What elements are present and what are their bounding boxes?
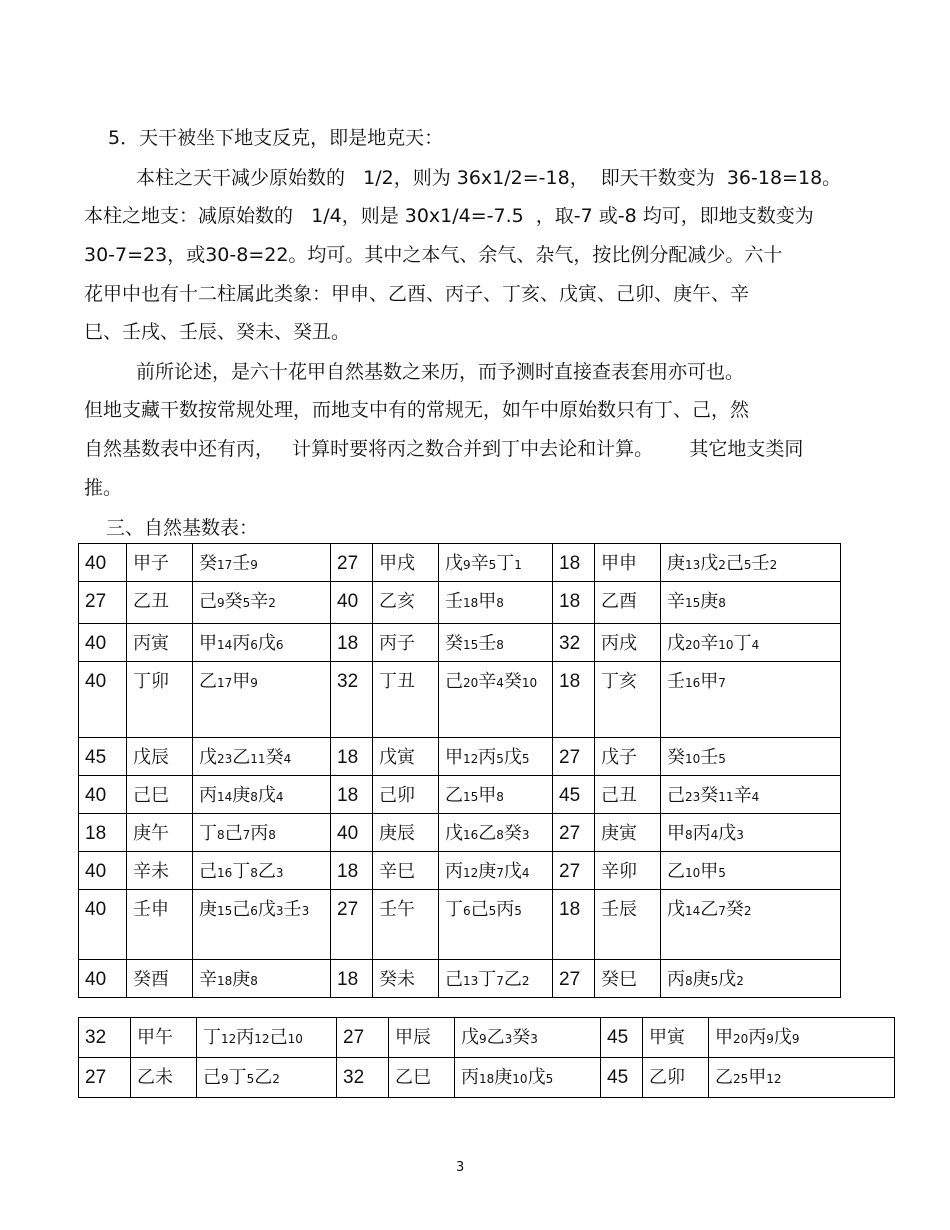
base-number-cell: [79, 738, 127, 776]
base-number-cell: [331, 624, 373, 662]
paragraph-line-6: 巳、壬戌、壬辰、癸未、癸丑。: [84, 321, 351, 343]
table-row: [79, 1058, 895, 1098]
ganzhi-text: 壬午: [379, 899, 415, 920]
ganzhi-cell: [389, 1018, 455, 1058]
hidden-stems-cell: [193, 814, 331, 852]
base-number-text: 18: [559, 591, 581, 612]
ganzhi-cell: [127, 890, 193, 960]
base-number-text: 18: [559, 553, 581, 574]
paragraph-line-1: 5．天干被坐下地支反克，即是地克天：: [108, 127, 444, 149]
ganzhi-cell: [595, 890, 661, 960]
table-row: [79, 890, 841, 960]
hidden-stems-cell: [661, 582, 841, 624]
ganzhi-text: 辛巳: [379, 861, 415, 882]
ganzhi-text: 甲戌: [379, 553, 415, 574]
hidden-stems-cell: [709, 1058, 895, 1098]
ganzhi-cell: [373, 776, 439, 814]
ganzhi-text: 甲申: [601, 553, 637, 574]
ganzhi-text: 壬申: [133, 899, 169, 920]
hidden-stems-text: 癸15壬8: [445, 633, 504, 654]
hidden-stems-cell: [439, 662, 553, 738]
ganzhi-text: 癸未: [379, 969, 415, 990]
ganzhi-cell: [595, 852, 661, 890]
ganzhi-cell: [595, 582, 661, 624]
ganzhi-cell: [373, 582, 439, 624]
ganzhi-text: 己卯: [379, 785, 415, 806]
hidden-stems-text: 辛18庚8: [199, 969, 258, 990]
hidden-stems-text: 甲14丙6戊6: [199, 633, 284, 654]
ganzhi-cell: [127, 662, 193, 738]
hidden-stems-cell: [661, 814, 841, 852]
base-number-cell: [553, 582, 595, 624]
hidden-stems-text: 戊20辛10丁4: [667, 633, 760, 654]
base-number-cell: [331, 852, 373, 890]
base-number-cell: [601, 1058, 643, 1098]
hidden-stems-text: 己23癸11辛4: [667, 785, 760, 806]
base-number-text: 18: [559, 899, 581, 920]
hidden-stems-text: 壬16甲7: [667, 671, 726, 692]
hidden-stems-cell: [709, 1018, 895, 1058]
table-row: [79, 544, 841, 582]
base-number-text: 40: [85, 671, 107, 692]
hidden-stems-text: 戊14乙7癸2: [667, 899, 752, 920]
base-number-text: 32: [343, 1067, 365, 1088]
ganzhi-cell: [373, 738, 439, 776]
ganzhi-text: 丙子: [379, 633, 415, 654]
hidden-stems-cell: [193, 852, 331, 890]
hidden-stems-cell: [197, 1058, 337, 1098]
ganzhi-text: 戊辰: [133, 747, 169, 768]
base-number-cell: [331, 582, 373, 624]
ganzhi-text: 乙未: [137, 1067, 173, 1088]
table-row: [79, 776, 841, 814]
ganzhi-text: 己巳: [133, 785, 169, 806]
base-number-text: 18: [85, 823, 107, 844]
ganzhi-cell: [131, 1018, 197, 1058]
natural-base-table-continued: [78, 1017, 895, 1098]
hidden-stems-cell: [439, 852, 553, 890]
ganzhi-cell: [373, 890, 439, 960]
ganzhi-text: 癸酉: [133, 969, 169, 990]
base-number-cell: [79, 1058, 131, 1098]
hidden-stems-text: 己13丁7乙2: [445, 969, 530, 990]
base-number-cell: [331, 890, 373, 960]
paragraph-line-7: 前所论述，是六十花甲自然基数之来历，而予测时直接查表套用亦可也。: [136, 361, 745, 383]
table-row: [79, 814, 841, 852]
hidden-stems-cell: [439, 624, 553, 662]
hidden-stems-cell: [193, 582, 331, 624]
base-number-cell: [79, 852, 127, 890]
hidden-stems-text: 丙18庚10戊5: [461, 1067, 554, 1088]
base-number-text: 40: [85, 969, 107, 990]
section-title: 三、自然基数表：: [106, 517, 259, 539]
base-number-cell: [553, 624, 595, 662]
hidden-stems-cell: [661, 890, 841, 960]
base-number-cell: [331, 662, 373, 738]
ganzhi-cell: [127, 852, 193, 890]
hidden-stems-cell: [193, 776, 331, 814]
base-number-text: 27: [559, 823, 581, 844]
ganzhi-cell: [373, 960, 439, 998]
ganzhi-cell: [389, 1058, 455, 1098]
base-number-text: 45: [607, 1067, 629, 1088]
ganzhi-text: 乙卯: [649, 1067, 685, 1088]
ganzhi-cell: [373, 624, 439, 662]
hidden-stems-cell: [193, 738, 331, 776]
hidden-stems-cell: [439, 738, 553, 776]
base-number-cell: [553, 852, 595, 890]
base-number-cell: [553, 814, 595, 852]
ganzhi-text: 癸巳: [601, 969, 637, 990]
base-number-text: 18: [337, 861, 359, 882]
base-number-text: 32: [85, 1027, 107, 1048]
ganzhi-cell: [643, 1018, 709, 1058]
hidden-stems-cell: [439, 960, 553, 998]
hidden-stems-text: 甲20丙9戊9: [715, 1027, 800, 1048]
base-number-text: 27: [85, 591, 107, 612]
base-number-text: 32: [337, 671, 359, 692]
ganzhi-text: 戊寅: [379, 747, 415, 768]
base-number-cell: [331, 960, 373, 998]
ganzhi-text: 庚午: [133, 823, 169, 844]
ganzhi-text: 壬辰: [601, 899, 637, 920]
base-number-cell: [79, 890, 127, 960]
base-number-text: 40: [85, 553, 107, 574]
ganzhi-cell: [127, 814, 193, 852]
hidden-stems-text: 戊9辛5丁1: [445, 553, 522, 574]
ganzhi-cell: [595, 544, 661, 582]
base-number-text: 18: [337, 969, 359, 990]
ganzhi-text: 己丑: [601, 785, 637, 806]
hidden-stems-cell: [661, 852, 841, 890]
ganzhi-cell: [373, 814, 439, 852]
ganzhi-text: 乙巳: [395, 1067, 431, 1088]
base-number-text: 40: [85, 633, 107, 654]
ganzhi-cell: [595, 738, 661, 776]
paragraph-line-2: 本柱之天干减少原始数的 1/2，则为 36x1/2=-18， 即天干数变为 36-18=18。: [136, 167, 842, 189]
hidden-stems-text: 戊9乙3癸3: [461, 1027, 538, 1048]
ganzhi-cell: [373, 662, 439, 738]
base-number-text: 40: [85, 899, 107, 920]
ganzhi-text: 丁卯: [133, 671, 169, 692]
hidden-stems-cell: [193, 624, 331, 662]
base-number-cell: [601, 1018, 643, 1058]
base-number-cell: [553, 960, 595, 998]
base-number-text: 27: [85, 1067, 107, 1088]
base-number-cell: [79, 776, 127, 814]
base-number-text: 27: [343, 1027, 365, 1048]
base-number-text: 27: [559, 861, 581, 882]
hidden-stems-text: 辛15庚8: [667, 591, 726, 612]
base-number-cell: [79, 582, 127, 624]
hidden-stems-cell: [455, 1018, 601, 1058]
table-row: [79, 738, 841, 776]
ganzhi-cell: [373, 852, 439, 890]
ganzhi-text: 乙酉: [601, 591, 637, 612]
base-number-text: 27: [559, 747, 581, 768]
hidden-stems-cell: [439, 582, 553, 624]
ganzhi-cell: [127, 624, 193, 662]
base-number-cell: [553, 544, 595, 582]
base-number-text: 40: [337, 591, 359, 612]
paragraph-line-9: 自然基数表中还有丙， 计算时要将丙之数合并到丁中去论和计算。 其它地支类同: [84, 438, 804, 460]
paragraph-line-10: 推。: [84, 477, 123, 499]
ganzhi-text: 庚辰: [379, 823, 415, 844]
natural-base-table: [78, 543, 841, 998]
base-number-cell: [553, 890, 595, 960]
ganzhi-cell: [643, 1058, 709, 1098]
base-number-cell: [79, 662, 127, 738]
paragraph-line-8: 但地支藏干数按常规处理，而地支中有的常规无，如午中原始数只有丁、己，然: [84, 399, 750, 421]
hidden-stems-cell: [439, 890, 553, 960]
base-number-text: 40: [337, 823, 359, 844]
base-number-text: 40: [85, 785, 107, 806]
hidden-stems-text: 乙10甲5: [667, 861, 726, 882]
base-number-text: 18: [337, 633, 359, 654]
base-number-text: 45: [607, 1027, 629, 1048]
ganzhi-text: 丙戌: [601, 633, 637, 654]
hidden-stems-text: 乙17甲9: [199, 671, 258, 692]
base-number-text: 45: [85, 747, 107, 768]
hidden-stems-cell: [661, 776, 841, 814]
hidden-stems-cell: [193, 890, 331, 960]
paragraph-line-3: 本柱之地支：减原始数的 1/4，则是 30x1/4=-7.5 ，取-7 或-8 均可，即地支数变为: [84, 205, 814, 227]
hidden-stems-cell: [193, 662, 331, 738]
ganzhi-cell: [127, 738, 193, 776]
table-row: [79, 582, 841, 624]
table-row: [79, 852, 841, 890]
ganzhi-text: 乙亥: [379, 591, 415, 612]
ganzhi-cell: [373, 544, 439, 582]
hidden-stems-text: 乙15甲8: [445, 785, 504, 806]
ganzhi-cell: [127, 960, 193, 998]
table-row: [79, 1018, 895, 1058]
hidden-stems-text: 戊23乙11癸4: [199, 747, 292, 768]
paragraph-line-5: 花甲中也有十二柱属此类象：甲申、乙酉、丙子、丁亥、戊寅、己卯、庚午、辛: [84, 283, 750, 305]
base-number-cell: [79, 1018, 131, 1058]
hidden-stems-text: 甲12丙5戊5: [445, 747, 530, 768]
ganzhi-text: 戊子: [601, 747, 637, 768]
hidden-stems-text: 丙14庚8戊4: [199, 785, 284, 806]
paragraph-line-4: 30-7=23，或30-8=22。均可。其中之本气、余气、杂气，按比例分配减少。六十: [84, 244, 783, 266]
ganzhi-text: 庚寅: [601, 823, 637, 844]
base-number-text: 27: [559, 969, 581, 990]
ganzhi-cell: [127, 776, 193, 814]
ganzhi-cell: [595, 776, 661, 814]
ganzhi-cell: [595, 624, 661, 662]
hidden-stems-text: 庚15己6戊3壬3: [199, 899, 310, 920]
base-number-cell: [79, 814, 127, 852]
ganzhi-cell: [595, 662, 661, 738]
ganzhi-cell: [595, 960, 661, 998]
ganzhi-cell: [595, 814, 661, 852]
base-number-cell: [79, 624, 127, 662]
hidden-stems-cell: [439, 544, 553, 582]
base-number-cell: [337, 1058, 389, 1098]
hidden-stems-cell: [197, 1018, 337, 1058]
base-number-cell: [553, 738, 595, 776]
hidden-stems-text: 癸10壬5: [667, 747, 726, 768]
ganzhi-text: 丁亥: [601, 671, 637, 692]
hidden-stems-cell: [661, 960, 841, 998]
table-row: [79, 960, 841, 998]
hidden-stems-text: 丁12丙12己10: [203, 1027, 303, 1048]
table-row: [79, 662, 841, 738]
hidden-stems-text: 戊16乙8癸3: [445, 823, 530, 844]
hidden-stems-cell: [661, 624, 841, 662]
ganzhi-cell: [127, 582, 193, 624]
base-number-cell: [79, 544, 127, 582]
base-number-cell: [553, 776, 595, 814]
hidden-stems-cell: [661, 738, 841, 776]
base-number-cell: [337, 1018, 389, 1058]
base-number-text: 32: [559, 633, 581, 654]
ganzhi-cell: [127, 544, 193, 582]
ganzhi-text: 辛未: [133, 861, 169, 882]
hidden-stems-text: 甲8丙4戊3: [667, 823, 744, 844]
base-number-text: 18: [337, 785, 359, 806]
ganzhi-text: 乙丑: [133, 591, 169, 612]
hidden-stems-text: 癸17壬9: [199, 553, 258, 574]
hidden-stems-text: 壬18甲8: [445, 591, 504, 612]
hidden-stems-cell: [439, 776, 553, 814]
ganzhi-text: 甲辰: [395, 1027, 431, 1048]
hidden-stems-cell: [661, 662, 841, 738]
hidden-stems-cell: [455, 1058, 601, 1098]
ganzhi-text: 甲子: [133, 553, 169, 574]
ganzhi-text: 丁丑: [379, 671, 415, 692]
hidden-stems-text: 丁8己7丙8: [199, 823, 276, 844]
base-number-text: 27: [337, 899, 359, 920]
base-number-cell: [331, 544, 373, 582]
hidden-stems-text: 丙12庚7戊4: [445, 861, 530, 882]
base-number-cell: [331, 738, 373, 776]
base-number-cell: [331, 776, 373, 814]
base-number-cell: [79, 960, 127, 998]
base-number-text: 18: [559, 671, 581, 692]
hidden-stems-cell: [193, 960, 331, 998]
ganzhi-text: 甲午: [137, 1027, 173, 1048]
hidden-stems-text: 乙25甲12: [715, 1067, 782, 1088]
hidden-stems-cell: [193, 544, 331, 582]
hidden-stems-text: 己9丁5乙2: [203, 1067, 280, 1088]
ganzhi-cell: [131, 1058, 197, 1098]
base-number-text: 18: [337, 747, 359, 768]
ganzhi-text: 甲寅: [649, 1027, 685, 1048]
table-row: [79, 624, 841, 662]
hidden-stems-text: 己20辛4癸10: [445, 671, 538, 692]
hidden-stems-text: 丁6己5丙5: [445, 899, 522, 920]
base-number-cell: [331, 814, 373, 852]
base-number-cell: [553, 662, 595, 738]
hidden-stems-text: 己16丁8乙3: [199, 861, 284, 882]
base-number-text: 45: [559, 785, 581, 806]
base-number-text: 40: [85, 861, 107, 882]
ganzhi-text: 辛卯: [601, 861, 637, 882]
page-number: 3: [456, 1160, 465, 1175]
ganzhi-text: 丙寅: [133, 633, 169, 654]
hidden-stems-text: 己9癸5辛2: [199, 591, 276, 612]
base-number-text: 27: [337, 553, 359, 574]
hidden-stems-cell: [439, 814, 553, 852]
hidden-stems-text: 丙8庚5戊2: [667, 969, 744, 990]
hidden-stems-text: 庚13戊2己5壬2: [667, 553, 778, 574]
hidden-stems-cell: [661, 544, 841, 582]
